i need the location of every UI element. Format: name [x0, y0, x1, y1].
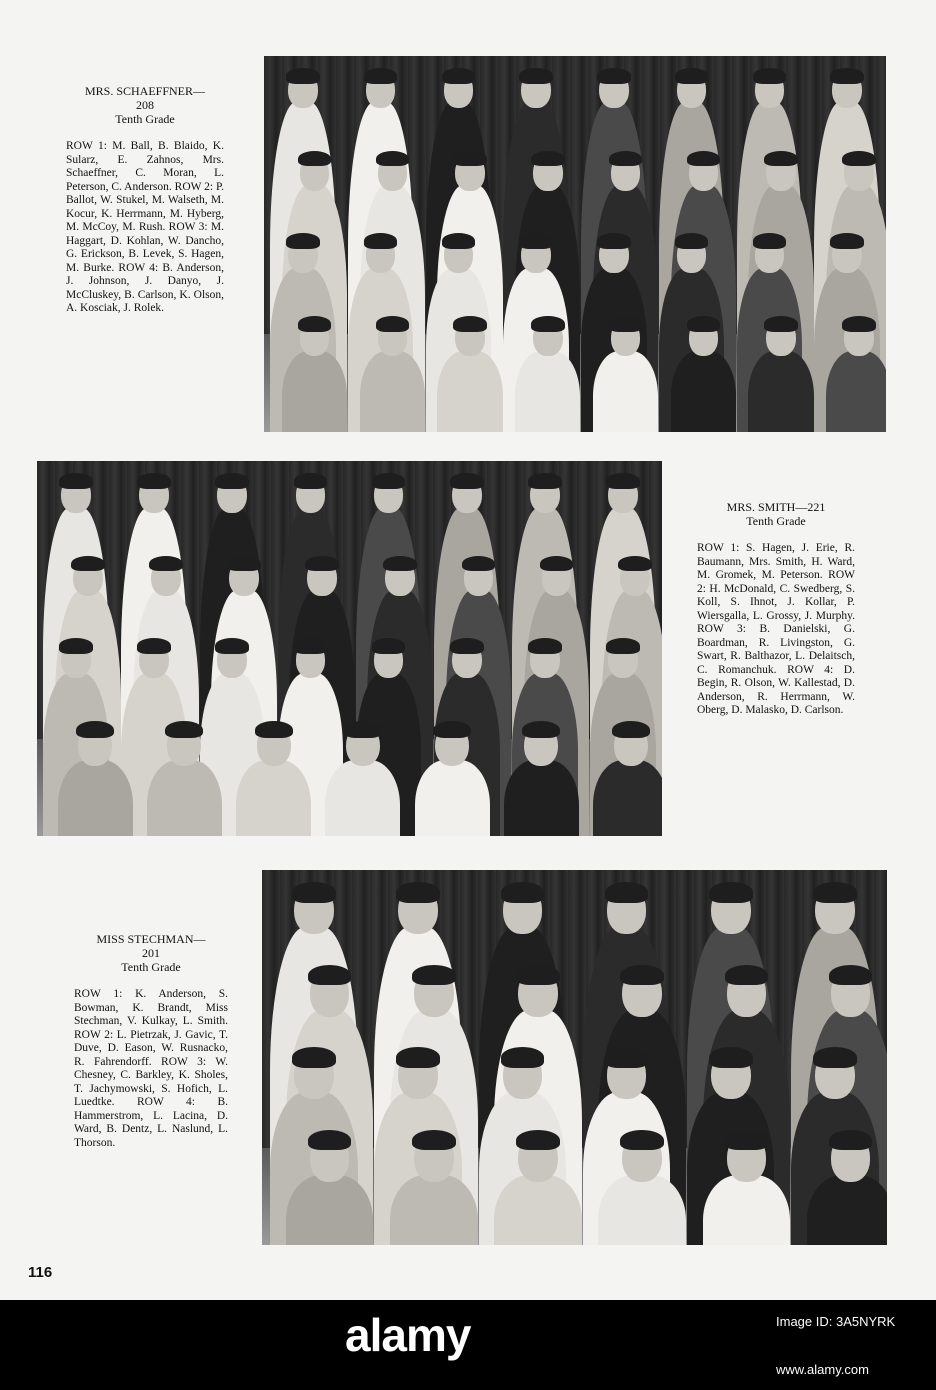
person-figure — [798, 1133, 887, 1246]
caption-stechman — [74, 932, 228, 1150]
person-figure — [587, 319, 665, 432]
caption-smith — [697, 500, 855, 718]
person-figure — [229, 724, 318, 837]
class-photo-stechman — [262, 870, 887, 1245]
person-figure — [820, 319, 886, 432]
student-roster: ROW 1: K. Anderson, S. Bowman, K. Brandt, Miss Stechman, V. Kulkay, L. Smith. ROW 2: L. Pietrzak, J. Gavic, T. Duve, D. Eason, W. Rusnacko, R. Fahrendorff. ROW 3: W. Chesney, C. Barkley, K. Sholes, T. Jachymowski, S. Hofich, L. Luedtke. ROW 4: B. Hammerstrom, L. Lacina, D. Ward, B. Dentz, L. Naslund, L. Thorson. — [74, 988, 228, 1149]
student-roster: ROW 1: S. Hagen, J. Erie, R. Baumann, Mrs. Smith, H. Ward, M. Gromek, M. Peterson. ROW 2: H. McDonald, C. Swedberg, S. Koll, S. Ihnot, J. Kollar, P. Wiersgalla, L. Grossy, J. Murphy. ROW 3: B. Danielski, G. Boardman, R. Livingston, G. Swart, R. Balthazor, L. Delaitsch, C. Romanchuk. ROW 4: D. Begin, R. Olson, W. Kallestad, D. Anderson, R. Herrmann, W. Oberg, D. Malasko, D. Carlson. — [697, 542, 855, 716]
person-figure — [497, 724, 586, 837]
teacher-title: MRS. SCHAEFFNER— 208 — [84, 84, 206, 112]
person-figure — [318, 724, 407, 837]
class-photo-smith — [37, 461, 662, 836]
class-photo-schaeffner — [264, 56, 886, 432]
alamy-logo[interactable]: alamy — [345, 1309, 471, 1361]
person-figure — [140, 724, 229, 837]
person-figure — [278, 1133, 382, 1246]
person-figure — [382, 1133, 486, 1246]
person-figure — [353, 319, 431, 432]
person-figure — [586, 724, 662, 837]
person-figure — [742, 319, 820, 432]
grade-label: Tenth Grade — [121, 960, 181, 974]
grade-label: Tenth Grade — [746, 514, 806, 528]
person-figure — [590, 1133, 694, 1246]
person-figure — [50, 724, 139, 837]
person-figure — [486, 1133, 590, 1246]
teacher-title: MRS. SMITH—221 — [726, 500, 826, 514]
person-figure — [276, 319, 354, 432]
person-figure — [408, 724, 497, 837]
watermark-banner — [0, 1300, 936, 1390]
person-figure — [431, 319, 509, 432]
person-figure — [664, 319, 742, 432]
person-figure — [694, 1133, 798, 1246]
site-url[interactable]: www.alamy.com — [776, 1362, 869, 1377]
student-roster: ROW 1: M. Ball, B. Blaido, K. Sularz, E. Zahnos, Mrs. Schaeffner, C. Moran, L. Peterson, C. Anderson. ROW 2: P. Ballot, W. Stukel, M. Walseth, M. Kocur, K. Herrmann, M. Hyberg, M. McCoy, M. Rush. ROW 3: M. Haggart, D. Kohlan, W. Dancho, G. Erickson, B. Levek, S. Hagen, M. Burke. ROW 4: B. Anderson, J. Johnson, J. Danyo, J. McCluskey, B. Carlson, K. Olson, A. Kosciak, J. Rolek. — [66, 140, 224, 314]
caption-schaeffner — [66, 84, 224, 316]
page-number: 116 — [28, 1264, 53, 1281]
grade-label: Tenth Grade — [115, 112, 175, 126]
image-id: Image ID: 3A5NYRK — [776, 1314, 896, 1329]
teacher-title: MISS STECHMAN— 201 — [96, 932, 206, 960]
person-figure — [509, 319, 587, 432]
